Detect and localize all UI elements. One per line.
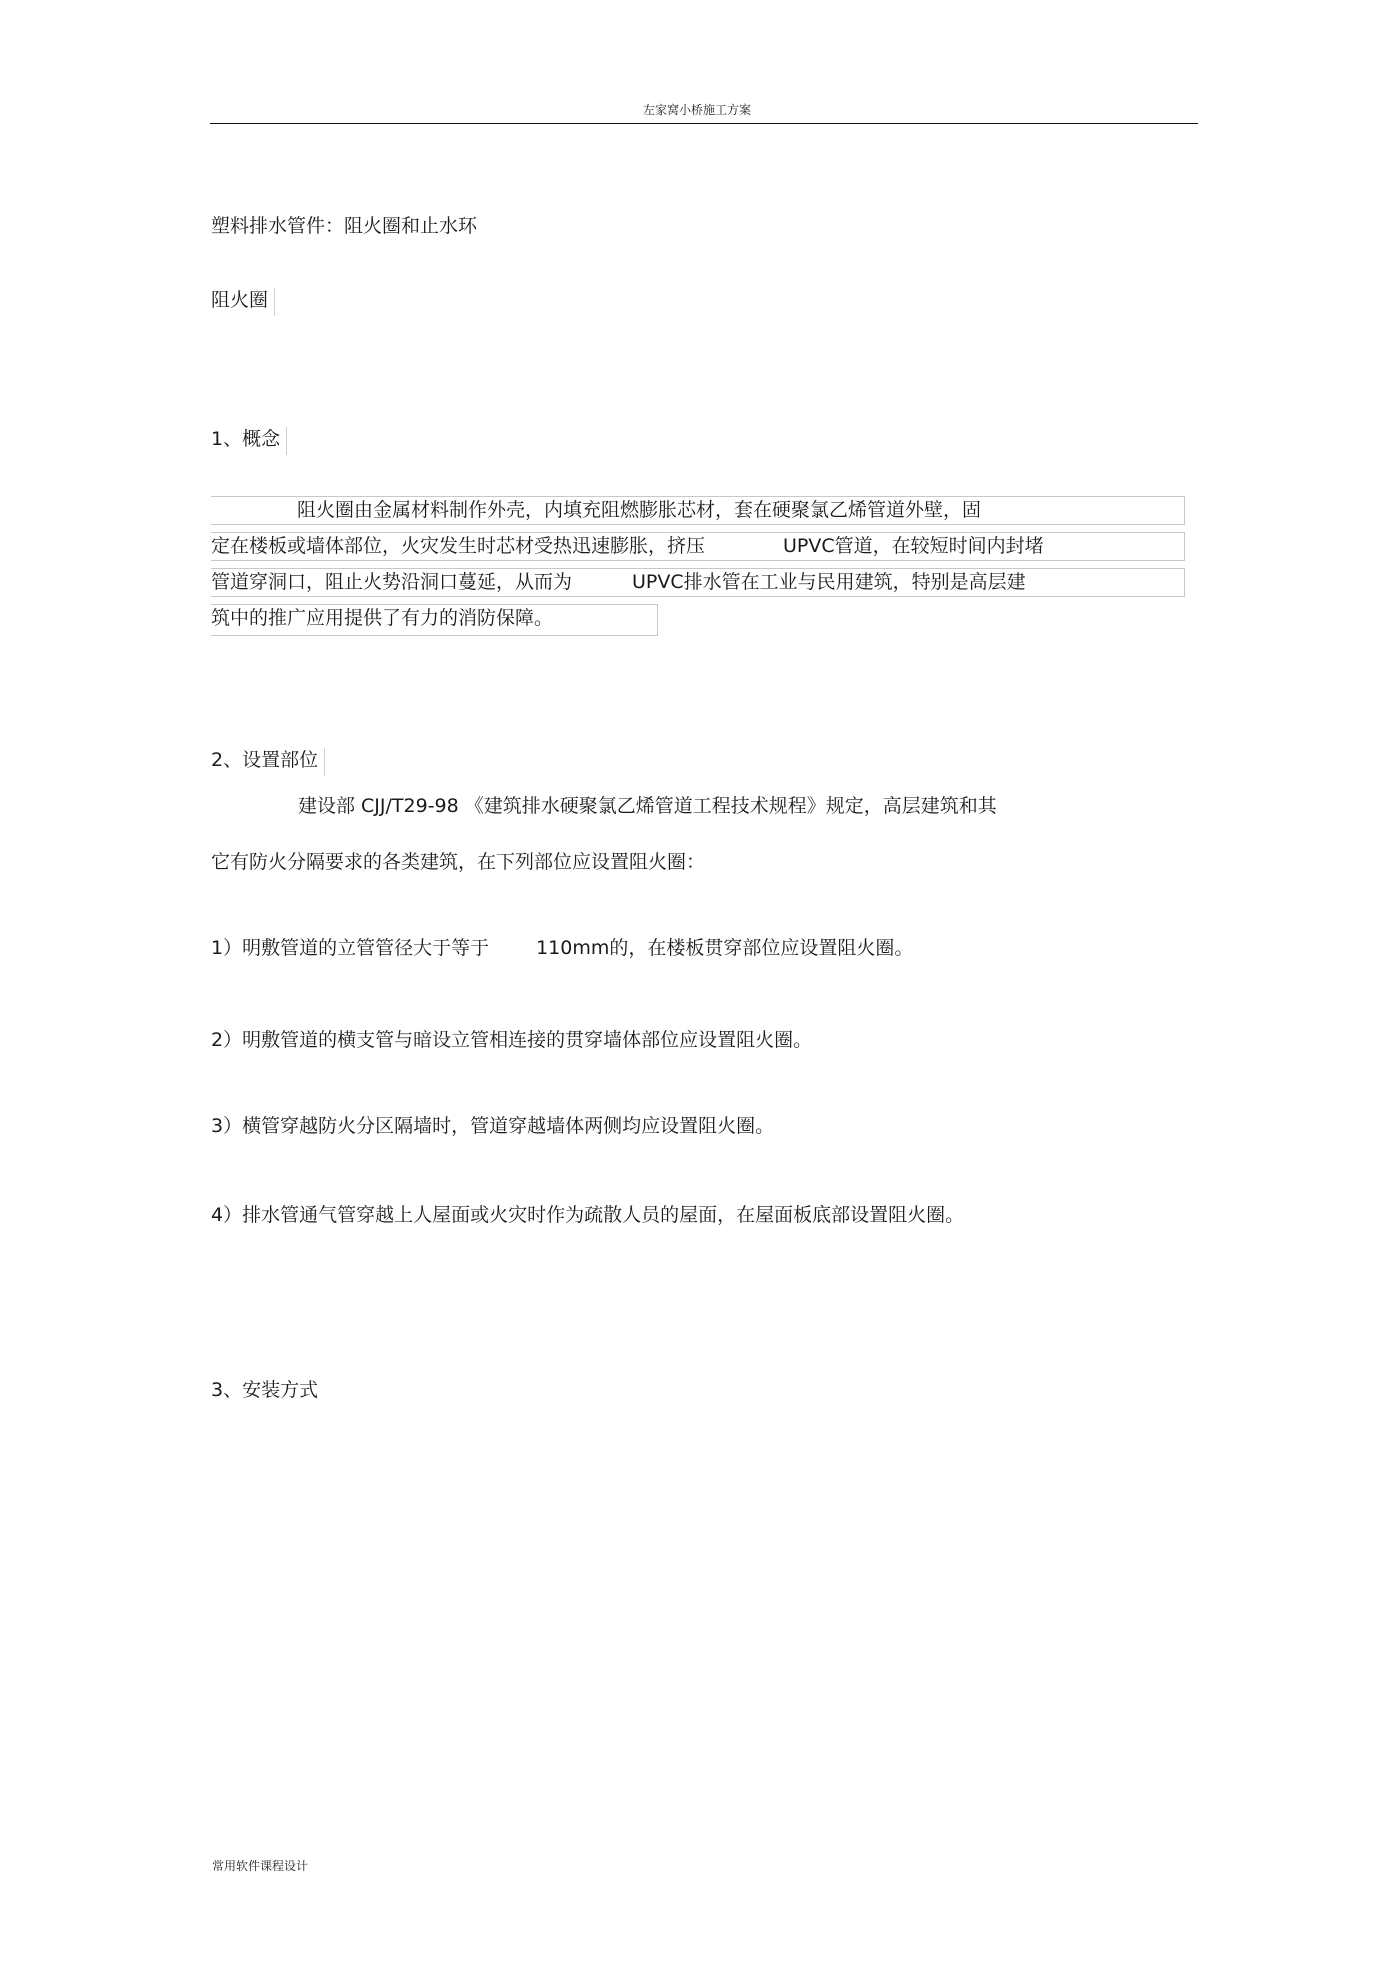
section-2-intro-line-1: 建设部 CJJ/T29-98 《建筑排水硬聚氯乙烯管道工程技术规程》规定，高层建筑和其 — [298, 795, 997, 817]
para-line-3a: 管道穿洞口，阻止火势沿洞口蔓延，从而为 — [211, 571, 573, 593]
para-line-3 — [211, 568, 1185, 597]
list-item-3: 3）横管穿越防火分区隔墙时，管道穿越墙体两侧均应设置阻火圈。 — [211, 1115, 775, 1137]
section-3-heading: 3、安装方式 — [211, 1379, 319, 1401]
list-item-1 — [211, 936, 913, 960]
para-line-2a: 定在楼板或墙体部位，火灾发生时芯材受热迅速膨胀，挤压 — [211, 535, 706, 557]
para-line-2 — [211, 532, 1185, 561]
para-line-3b: UPVC排水管在工业与民用建筑，特别是高层建 — [632, 571, 1026, 593]
section-2-intro-line-2: 它有防火分隔要求的各类建筑，在下列部位应设置阻火圈： — [211, 851, 706, 873]
para-line-4: 筑中的推广应用提供了有力的消防保障。 — [211, 604, 658, 636]
list-item-1b: 110mm的，在楼板贯穿部位应设置阻火圈。 — [536, 937, 914, 959]
section-1-heading: 1、概念 — [211, 427, 287, 455]
footer-text: 常用软件课程设计 — [212, 1859, 309, 1873]
header-rule — [210, 123, 1198, 124]
para-line-1: 阻火圈由金属材料制作外壳，内填充阻燃膨胀芯材，套在硬聚氯乙烯管道外壁，固 — [211, 496, 1185, 525]
list-item-1a: 1）明敷管道的立管管径大于等于 — [211, 937, 490, 959]
subtitle: 阻火圈 — [211, 288, 275, 316]
list-item-2: 2）明敷管道的横支管与暗设立管相连接的贯穿墙体部位应设置阻火圈。 — [211, 1029, 813, 1051]
doc-title: 塑料排水管件：阻火圈和止水环 — [211, 215, 478, 237]
para-line-2b: UPVC管道，在较短时间内封堵 — [783, 535, 1044, 557]
list-item-4: 4）排水管通气管穿越上人屋面或火灾时作为疏散人员的屋面，在屋面板底部设置阻火圈。 — [211, 1204, 965, 1226]
section-2-heading: 2、设置部位 — [211, 748, 325, 776]
header-title: 左家窝小桥施工方案 — [642, 103, 751, 117]
